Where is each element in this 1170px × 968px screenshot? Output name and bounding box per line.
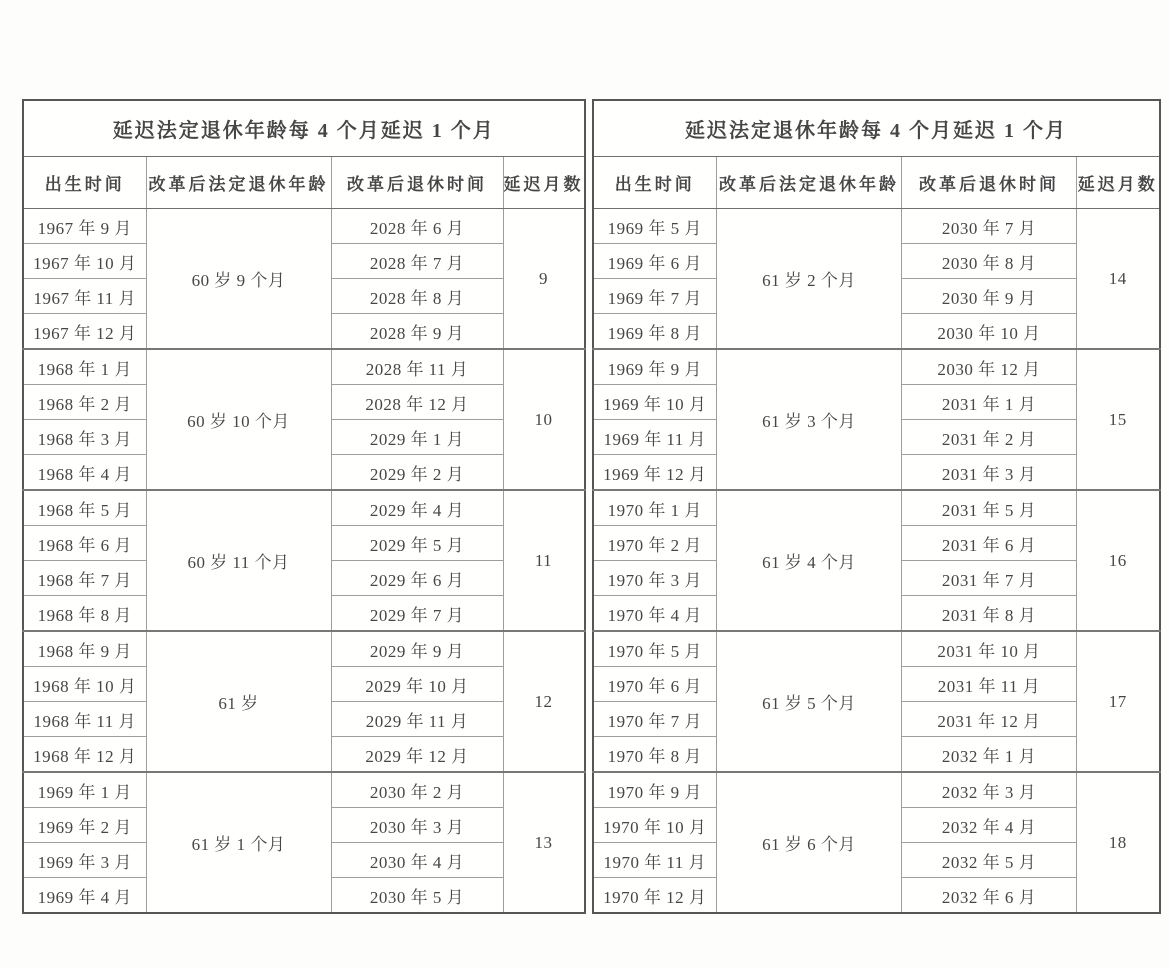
- retire-date-cell: 2028 年 7 月: [331, 244, 503, 279]
- retire-date-cell: 2032 年 1 月: [902, 737, 1077, 773]
- birth-date-cell: 1970 年 8 月: [593, 737, 717, 773]
- retire-date-cell: 2032 年 4 月: [902, 808, 1077, 843]
- statutory-age-cell: 61 岁 5 个月: [717, 631, 902, 772]
- birth-date-cell: 1968 年 11 月: [23, 702, 146, 737]
- birth-date-cell: 1968 年 10 月: [23, 667, 146, 702]
- delay-months-cell: 12: [503, 631, 585, 772]
- birth-date-cell: 1969 年 12 月: [593, 455, 717, 491]
- retire-date-cell: 2028 年 8 月: [331, 279, 503, 314]
- birth-date-cell: 1969 年 3 月: [23, 843, 146, 878]
- birth-date-cell: 1970 年 11 月: [593, 843, 717, 878]
- birth-date-cell: 1969 年 1 月: [23, 772, 146, 808]
- column-header-delay-months: 延迟月数: [1077, 157, 1160, 209]
- retire-date-cell: 2031 年 12 月: [902, 702, 1077, 737]
- retire-date-cell: 2030 年 4 月: [331, 843, 503, 878]
- retire-date-cell: 2031 年 10 月: [902, 631, 1077, 667]
- birth-date-cell: 1968 年 8 月: [23, 596, 146, 632]
- birth-date-cell: 1967 年 11 月: [23, 279, 146, 314]
- column-header-birth-date: 出生时间: [23, 157, 146, 209]
- column-header-row: [593, 157, 1160, 209]
- retire-date-cell: 2030 年 8 月: [902, 244, 1077, 279]
- table-row: [23, 631, 585, 667]
- column-header-retire-date: 改革后退休时间: [331, 157, 503, 209]
- retire-date-cell: 2029 年 10 月: [331, 667, 503, 702]
- statutory-age-cell: 61 岁: [146, 631, 331, 772]
- statutory-age-cell: 61 岁 6 个月: [717, 772, 902, 913]
- column-header-birth-date: 出生时间: [593, 157, 717, 209]
- delay-months-cell: 9: [503, 209, 585, 350]
- column-header-delay-months: 延迟月数: [503, 157, 585, 209]
- table-row: [593, 631, 1160, 667]
- birth-date-cell: 1969 年 11 月: [593, 420, 717, 455]
- statutory-age-cell: 60 岁 10 个月: [146, 349, 331, 490]
- retire-date-cell: 2029 年 4 月: [331, 490, 503, 526]
- retire-date-cell: 2032 年 3 月: [902, 772, 1077, 808]
- retire-date-cell: 2029 年 12 月: [331, 737, 503, 773]
- birth-date-cell: 1970 年 5 月: [593, 631, 717, 667]
- table-row: [23, 772, 585, 808]
- retire-date-cell: 2030 年 12 月: [902, 349, 1077, 385]
- birth-date-cell: 1970 年 1 月: [593, 490, 717, 526]
- birth-date-cell: 1967 年 12 月: [23, 314, 146, 350]
- table-row: [23, 209, 585, 244]
- birth-date-cell: 1969 年 10 月: [593, 385, 717, 420]
- retire-date-cell: 2030 年 3 月: [331, 808, 503, 843]
- birth-date-cell: 1969 年 9 月: [593, 349, 717, 385]
- column-header-row: [23, 157, 585, 209]
- birth-date-cell: 1970 年 3 月: [593, 561, 717, 596]
- retire-date-cell: 2029 年 2 月: [331, 455, 503, 491]
- retire-date-cell: 2030 年 9 月: [902, 279, 1077, 314]
- birth-date-cell: 1970 年 2 月: [593, 526, 717, 561]
- title-row: [593, 100, 1160, 157]
- statutory-age-cell: 61 岁 3 个月: [717, 349, 902, 490]
- birth-date-cell: 1968 年 5 月: [23, 490, 146, 526]
- retirement-tables-container: [22, 99, 1170, 914]
- birth-date-cell: 1969 年 2 月: [23, 808, 146, 843]
- column-header-statutory-age: 改革后法定退休年龄: [146, 157, 331, 209]
- birth-date-cell: 1970 年 7 月: [593, 702, 717, 737]
- retire-date-cell: 2031 年 11 月: [902, 667, 1077, 702]
- retire-date-cell: 2031 年 7 月: [902, 561, 1077, 596]
- retire-date-cell: 2031 年 8 月: [902, 596, 1077, 632]
- column-header-retire-date: 改革后退休时间: [902, 157, 1077, 209]
- retire-date-cell: 2032 年 6 月: [902, 878, 1077, 914]
- delay-months-cell: 17: [1077, 631, 1160, 772]
- retire-date-cell: 2031 年 6 月: [902, 526, 1077, 561]
- retire-date-cell: 2031 年 1 月: [902, 385, 1077, 420]
- statutory-age-cell: 60 岁 11 个月: [146, 490, 331, 631]
- statutory-age-cell: 60 岁 9 个月: [146, 209, 331, 350]
- delay-months-cell: 15: [1077, 349, 1160, 490]
- birth-date-cell: 1968 年 3 月: [23, 420, 146, 455]
- statutory-age-cell: 61 岁 4 个月: [717, 490, 902, 631]
- birth-date-cell: 1968 年 6 月: [23, 526, 146, 561]
- table-row: [23, 490, 585, 526]
- birth-date-cell: 1967 年 9 月: [23, 209, 146, 244]
- retirement-table-left: [22, 99, 586, 914]
- birth-date-cell: 1969 年 6 月: [593, 244, 717, 279]
- birth-date-cell: 1968 年 1 月: [23, 349, 146, 385]
- retire-date-cell: 2031 年 5 月: [902, 490, 1077, 526]
- birth-date-cell: 1970 年 6 月: [593, 667, 717, 702]
- retire-date-cell: 2029 年 6 月: [331, 561, 503, 596]
- birth-date-cell: 1968 年 12 月: [23, 737, 146, 773]
- birth-date-cell: 1970 年 4 月: [593, 596, 717, 632]
- table-row: [23, 349, 585, 385]
- retire-date-cell: 2029 年 5 月: [331, 526, 503, 561]
- retire-date-cell: 2029 年 7 月: [331, 596, 503, 632]
- birth-date-cell: 1970 年 9 月: [593, 772, 717, 808]
- retire-date-cell: 2031 年 3 月: [902, 455, 1077, 491]
- table-row: [593, 349, 1160, 385]
- statutory-age-cell: 61 岁 2 个月: [717, 209, 902, 350]
- table-row: [593, 490, 1160, 526]
- retire-date-cell: 2030 年 10 月: [902, 314, 1077, 350]
- birth-date-cell: 1969 年 7 月: [593, 279, 717, 314]
- birth-date-cell: 1968 年 2 月: [23, 385, 146, 420]
- birth-date-cell: 1970 年 10 月: [593, 808, 717, 843]
- birth-date-cell: 1968 年 7 月: [23, 561, 146, 596]
- retirement-table-right: [592, 99, 1161, 914]
- retire-date-cell: 2028 年 6 月: [331, 209, 503, 244]
- delay-months-cell: 13: [503, 772, 585, 913]
- birth-date-cell: 1967 年 10 月: [23, 244, 146, 279]
- retire-date-cell: 2029 年 11 月: [331, 702, 503, 737]
- retire-date-cell: 2030 年 5 月: [331, 878, 503, 914]
- column-header-statutory-age: 改革后法定退休年龄: [717, 157, 902, 209]
- statutory-age-cell: 61 岁 1 个月: [146, 772, 331, 913]
- retire-date-cell: 2029 年 9 月: [331, 631, 503, 667]
- table-title: 延迟法定退休年龄每 4 个月延迟 1 个月: [23, 100, 585, 157]
- retire-date-cell: 2028 年 11 月: [331, 349, 503, 385]
- birth-date-cell: 1969 年 5 月: [593, 209, 717, 244]
- delay-months-cell: 18: [1077, 772, 1160, 913]
- birth-date-cell: 1969 年 4 月: [23, 878, 146, 914]
- table-title: 延迟法定退休年龄每 4 个月延迟 1 个月: [593, 100, 1160, 157]
- delay-months-cell: 14: [1077, 209, 1160, 350]
- birth-date-cell: 1969 年 8 月: [593, 314, 717, 350]
- retire-date-cell: 2030 年 7 月: [902, 209, 1077, 244]
- retire-date-cell: 2028 年 9 月: [331, 314, 503, 350]
- delay-months-cell: 10: [503, 349, 585, 490]
- retire-date-cell: 2032 年 5 月: [902, 843, 1077, 878]
- title-row: [23, 100, 585, 157]
- table-row: [593, 772, 1160, 808]
- retire-date-cell: 2028 年 12 月: [331, 385, 503, 420]
- table-row: [593, 209, 1160, 244]
- retire-date-cell: 2029 年 1 月: [331, 420, 503, 455]
- retire-date-cell: 2031 年 2 月: [902, 420, 1077, 455]
- birth-date-cell: 1968 年 9 月: [23, 631, 146, 667]
- retire-date-cell: 2030 年 2 月: [331, 772, 503, 808]
- birth-date-cell: 1970 年 12 月: [593, 878, 717, 914]
- delay-months-cell: 11: [503, 490, 585, 631]
- birth-date-cell: 1968 年 4 月: [23, 455, 146, 491]
- delay-months-cell: 16: [1077, 490, 1160, 631]
